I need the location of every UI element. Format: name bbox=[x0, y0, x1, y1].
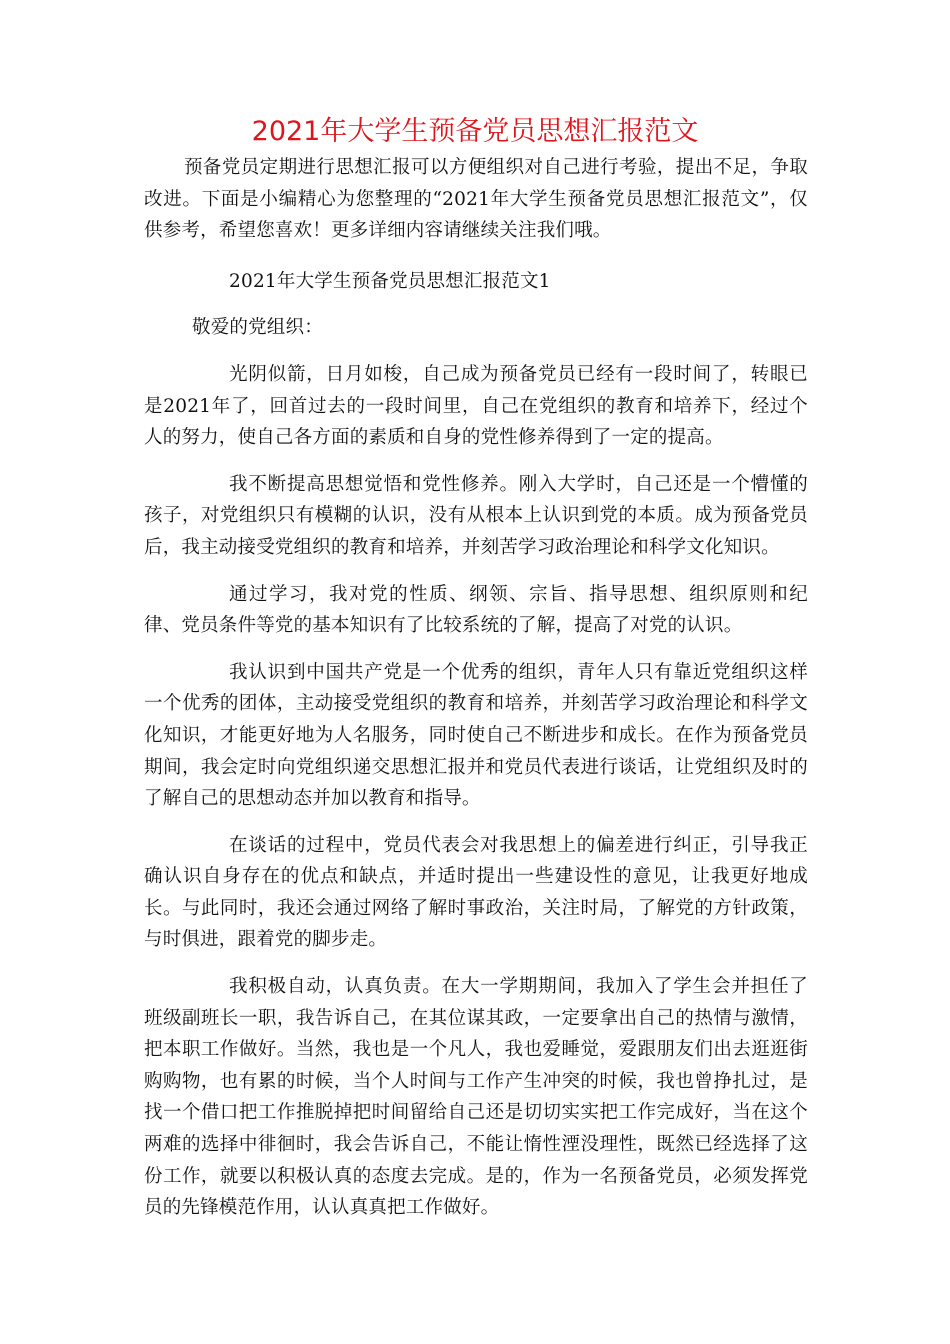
intro-paragraph: 预备党员定期进行思想汇报可以方便组织对自己进行考验，提出不足，争取改进。下面是小编精心为您整理的“2021年大学生预备党员思想汇报范文”，仅供参考，希望您喜欢！更多详细内容请继续关注我们哦。 bbox=[144, 157, 808, 242]
document-body bbox=[144, 152, 808, 1224]
body-paragraph-2: 我不断提高思想觉悟和党性修养。刚入大学时，自己还是一个懵懂的孩子，对党组织只有模糊的认识，没有从根本上认识到党的本质。成为预备党员后，我主动接受党组织的教育和培养，并刻苦学习政治理论和科学文化知识。 bbox=[144, 473, 808, 558]
body-paragraph-1: 光阴似箭，日月如梭，自己成为预备党员已经有一段时间了，转眼已是2021年了，回首过去的一段时间里，自己在党组织的教育和培养下，经过个人的努力，使自己各方面的素质和自身的党性修养得到了一定的提高。 bbox=[144, 363, 808, 449]
document-title: 2021年大学生预备党员思想汇报范文 bbox=[251, 116, 699, 147]
body-paragraph-6: 我积极自动，认真负责。在大一学期期间，我加入了学生会并担任了班级副班长一职，我告诉自己，在其位谋其政，一定要拿出自己的热情与激情，把本职工作做好。当然，我也是一个凡人，我也爱睡觉，爱跟朋友们出去逛逛街购购物，也有累的时候，当个人时间与工作产生冲突的时候，我也曾挣扎过，是找一个借口把工作推脱掉把时间留给自己还是切切实实把工作完成好，当在这个两难的选择中徘徊时，我会告诉自己，不能让惰性湮没理性，既然已经选择了这份工作，就要以积极认真的态度去完成。是的，作为一名预备党员，必须发挥党员的先锋模范作用，认认真真把工作做好。 bbox=[144, 976, 808, 1219]
body-paragraph-3: 通过学习，我对党的性质、纲领、宗旨、指导思想、组织原则和纪律、党员条件等党的基本知识有了比较系统的了解，提高了对党的认识。 bbox=[144, 583, 808, 637]
salutation: 敬爱的党组织： bbox=[192, 317, 323, 339]
body-paragraph-4: 我认识到中国共产党是一个优秀的组织，青年人只有靠近党组织这样一个优秀的团体，主动接受党组织的教育和培养，并刻苦学习政治理论和科学文化知识，才能更好地为人名服务，同时使自己不断进步和成长。在作为预备党员期间，我会定时向党组织递交思想汇报并和党员代表进行谈话，让党组织及时的了解自己的思想动态并加以教育和指导。 bbox=[144, 661, 808, 810]
section-subheading: 2021年大学生预备党员思想汇报范文1 bbox=[229, 270, 551, 292]
body-paragraph-5: 在谈话的过程中，党员代表会对我思想上的偏差进行纠正，引导我正确认识自身存在的优点和缺点，并适时提出一些建设性的意见，让我更好地成长。与此同时，我还会通过网络了解时事政治，关注时局，了解党的方针政策，与时俱进，跟着党的脚步走。 bbox=[144, 834, 808, 951]
